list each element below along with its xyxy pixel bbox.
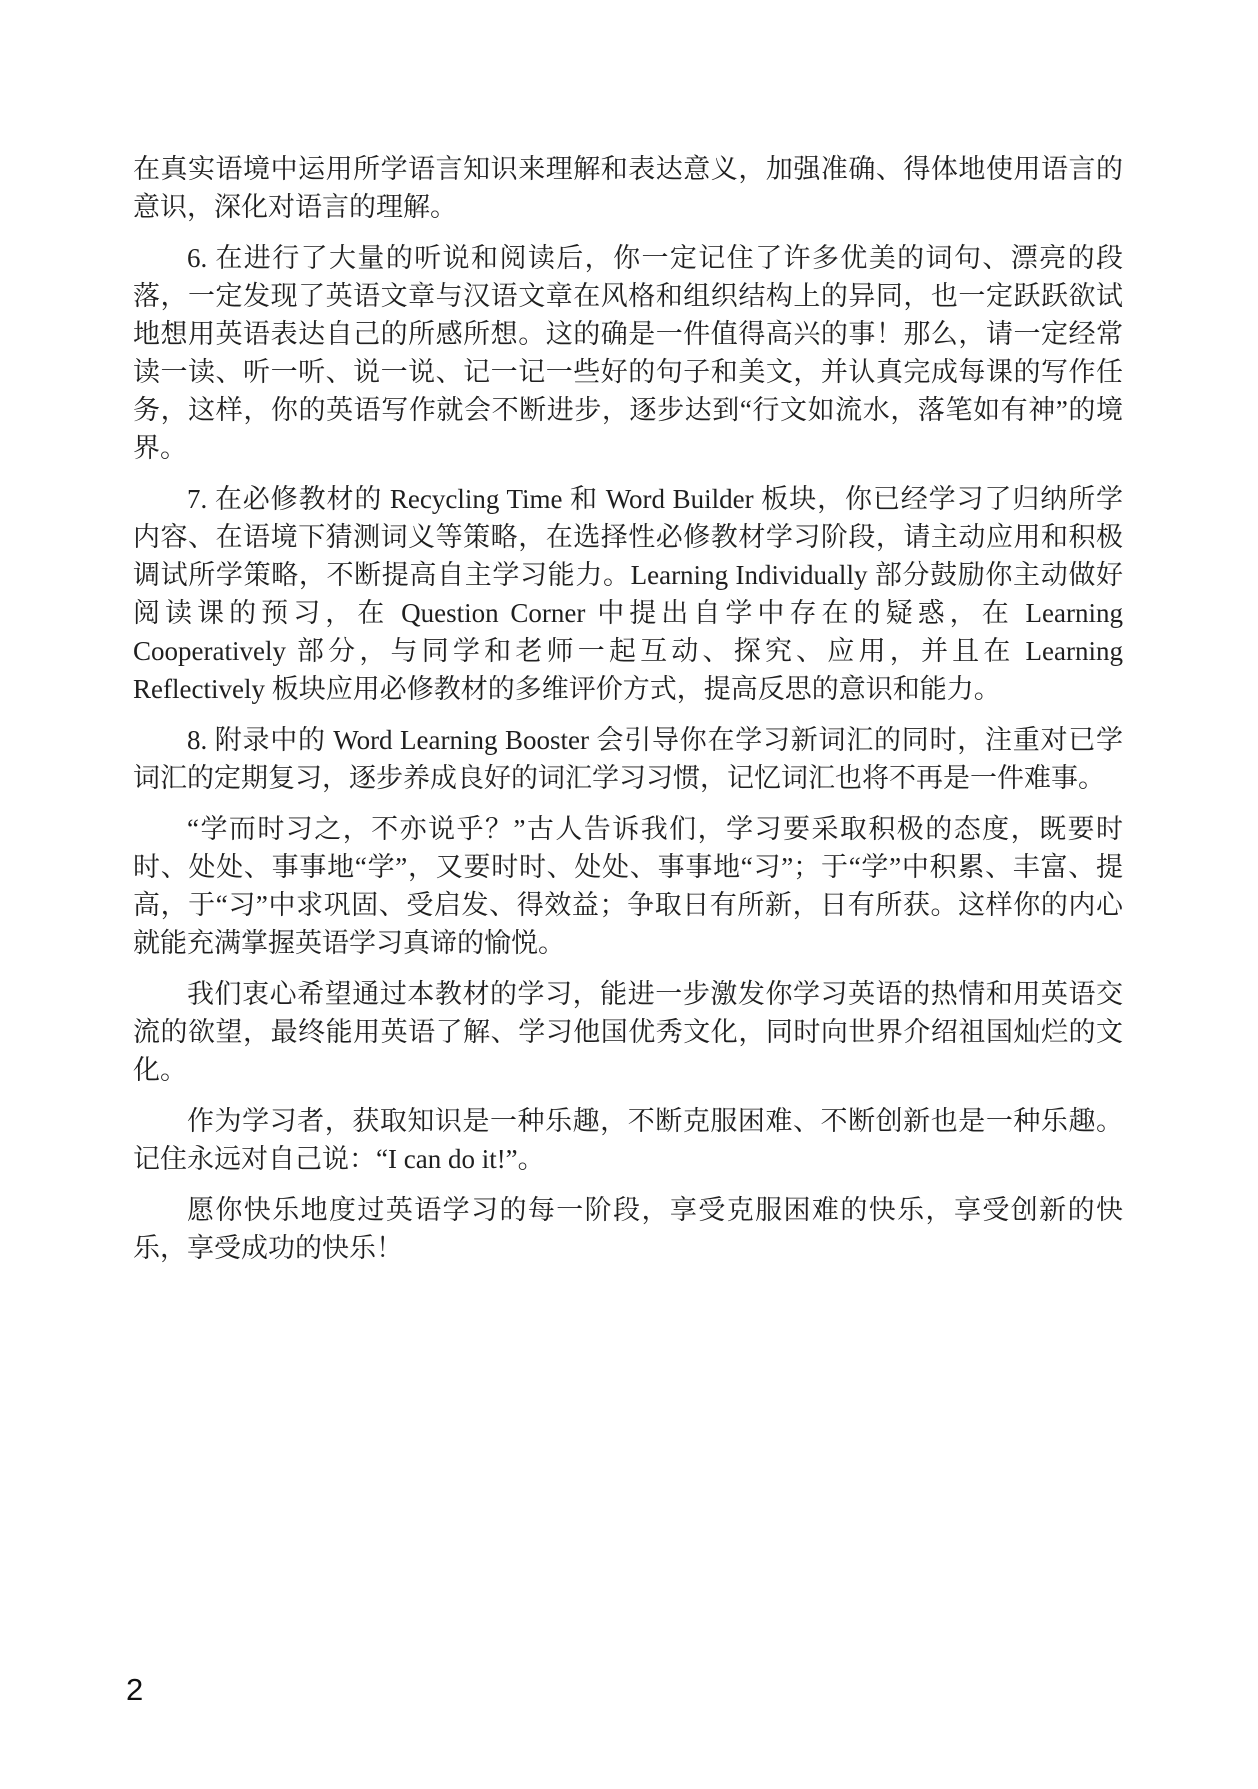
paragraph-hope: 我们衷心希望通过本教材的学习，能进一步激发你学习英语的热情和用英语交流的欲望，最终能用英语了解、学习他国优秀文化，同时向世界介绍祖国灿烂的文化。 [133, 979, 1123, 1085]
paragraph-item-8: 8. 附录中的 Word Learning Booster 会引导你在学习新词汇的同时，注重对已学词汇的定期复习，逐步养成良好的词汇学习习惯，记忆词汇也将不再是一件难事。 [133, 725, 1123, 793]
page-number: 2 [126, 1672, 144, 1707]
paragraph-wish: 愿你快乐地度过英语学习的每一阶段，享受克服困难的快乐，享受创新的快乐，享受成功的快乐！ [133, 1195, 1123, 1263]
paragraph-quote-learning: “学而时习之，不亦说乎？”古人告诉我们，学习要采取积极的态度，既要时时、处处、事事地“学”，又要时时、处处、事事地“习”；于“学”中积累、丰富、提高，于“习”中求巩固、受启发、得效益；争取日有所新，日有所获。这样你的内心就能充满掌握英语学习真谛的愉悦。 [133, 814, 1123, 958]
paragraph-learner: 作为学习者，获取知识是一种乐趣，不断克服困难、不断创新也是一种乐趣。记住永远对自己说：“I can do it!”。 [133, 1106, 1123, 1174]
preface-text-block [133, 150, 1123, 1280]
paragraph-item-6: 6. 在进行了大量的听说和阅读后，你一定记住了许多优美的词句、漂亮的段落，一定发现了英语文章与汉语文章在风格和组织结构上的异同，也一定跃跃欲试地想用英语表达自己的所感所想。这的确是一件值得高兴的事！那么，请一定经常读一读、听一听、说一说、记一记一些好的句子和美文，并认真完成每课的写作任务，这样，你的英语写作就会不断进步，逐步达到“行文如流水，落笔如有神”的境界。 [133, 243, 1123, 463]
paragraph-continuation: 在真实语境中运用所学语言知识来理解和表达意义，加强准确、得体地使用语言的意识，深化对语言的理解。 [133, 154, 1123, 222]
paragraph-item-7: 7. 在必修教材的 Recycling Time 和 Word Builder 板块，你已经学习了归纳所学内容、在语境下猜测词义等策略，在选择性必修教材学习阶段，请主动应用和积极调试所学策略，不断提高自主学习能力。Learning Individually 部分鼓励你主动做好阅读课的预习，在 Question Corner 中提出自学中存在的疑惑，在 Learning Cooperatively 部分，与同学和老师一起互动、探究、应用，并且在 Learning Reflectively 板块应用必修教材的多维评价方式，提高反思的意识和能力。 [133, 484, 1123, 704]
